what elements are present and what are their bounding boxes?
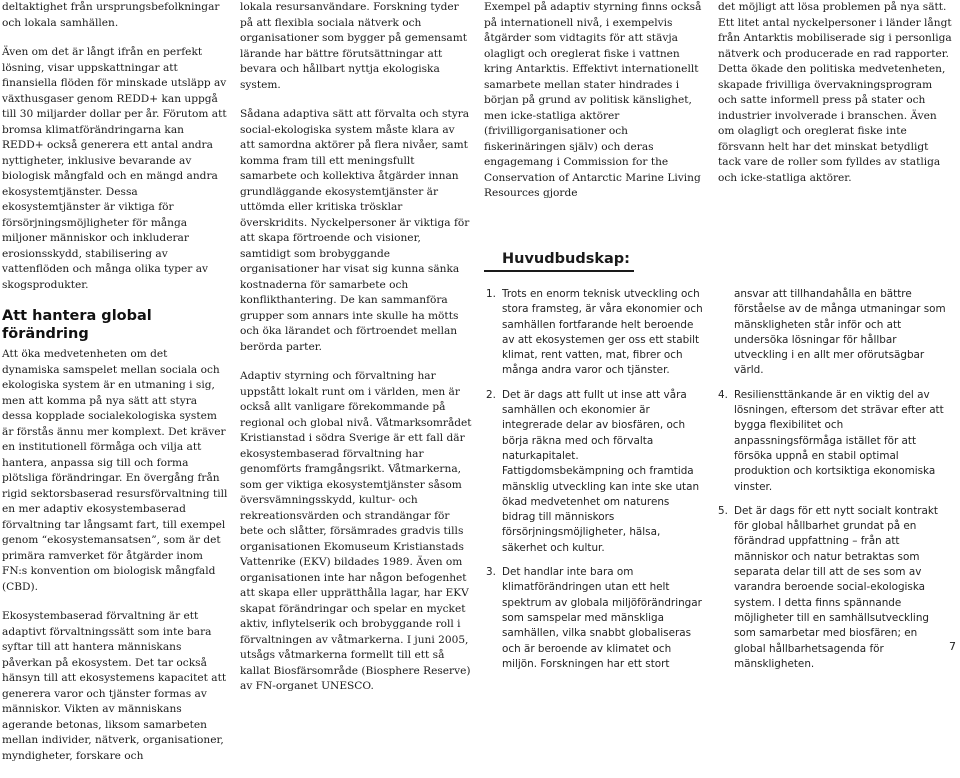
- key-message-item: [486, 287, 704, 379]
- key-message-item-continued: [718, 287, 950, 379]
- item-number: 5.: [718, 504, 728, 517]
- item-number: 2.: [486, 388, 496, 401]
- key-message-item: [486, 388, 704, 556]
- paragraph: Sådana adaptiva sätt att förvalta och styra social-ekologiska system måste klara av att samordna aktörer på flera nivåer, samt komma fram till ett meningsfullt samarbete och kollektiva åtgärder innan grundläggande ekosystemtjänster är uttömda eller kritiska trösklar överskridits. Nyckelpersoner är viktiga för att skapa förtroende och visioner, samtidigt som brobyggande organisationer har visat sig kunna sänka kostnaderna för samarbete och konflikthantering. De kan sammanföra grupper som annars inte skulle ha mötts och öka lärandet och förtroendet mellan berörda parter.: [240, 108, 470, 353]
- key-messages-column-left: [486, 287, 704, 681]
- paragraph: deltaktighet från ursprungsbefolkningar och lokala samhällen.: [2, 1, 220, 29]
- text-column-2: [240, 0, 472, 709]
- paragraph: det möjligt att lösa problemen på nya sätt. Ett litet antal nyckelpersoner i länder långt från Antarktis mobiliserade sig i personliga nätverk och producerade en rad rapporter. Detta ökade den politiska medvetenheten, skapade frivilliga övervakningsprogram och satte informell press på stater och industrier involverade i branschen. Även om olagligt och oreglerat fiske inte försvann helt har det minskat betydligt tack vare de roller som fylldes av statliga och icke-statliga aktörer.: [718, 1, 952, 184]
- item-number: 1.: [486, 288, 496, 300]
- page-number: 7: [949, 640, 956, 653]
- paragraph: Ekosystembaserad förvaltning är ett adaptivt förvaltningssätt som inte bara syftar till att hantera människans påverkan på ekosystem. Det tar också hänsyn till att ekosystemens kapacitet att generera varor och tjänster formas av människor. Vikten av människans agerande betonas, liksom samarbeten mellan individer, nätverk, organisationer, myndigheter, forskare och: [2, 610, 227, 762]
- item-text: Resiliensttänkande är en viktig del av lösningen, eftersom det strävar efter att bygga flexibilitet och anpassningsförmåga istället för att försöka uppnå en stabil optimal produktion och kortsiktiga ekonomiska vinster.: [734, 388, 944, 493]
- paragraph: Adaptiv styrning och förvaltning har uppstått lokalt runt om i världen, men är också allt vanligare förekommande på regional och global nivå. Våtmarksområdet Kristianstad i södra Sverige är ett fall där ekosystembaserad förvaltning har genomförts framgångsrikt. Våtmarkerna, som ger viktiga ekosystemtjänster såsom översvämningsskydd, kultur- och rekreationsvärden och strandängar för bete och slåtter, försämrades gradvis tills organisationen Ekomuseum Kristianstads Vattenrike (EKV) bildades 1989. Även om organisationen inte har någon befogenhet att skapa eller upprätthålla lagar, har EKV skapat förändringar och spelar en mycket aktiv, inflytelserik och brobyggande roll i förvaltningen av våtmarkerna. I juni 2005, utsågs våtmarkerna formellt till ett så kallat Biosfärsområde (Biosphere Reserve) av FN-organet UNESCO.: [240, 370, 472, 692]
- text-column-1: [2, 0, 228, 778]
- text-column-3: [484, 0, 706, 216]
- paragraph: lokala resursanvändare. Forskning tyder på att flexibla sociala nätverk och organisationer som bygger på gemensamt lärande har bättre förutsättningar att bevara och hållbart nyttja ekologiska system.: [240, 1, 468, 91]
- section-heading: Att hantera global förändring: [2, 308, 152, 342]
- key-messages-title: Huvudbudskap:: [484, 250, 634, 272]
- paragraph: Exempel på adaptiv styrning finns också på internationell nivå, i exempelvis åtgärder som vidtagits för att stävja olagligt och oreglerat fiske i vattnen kring Antarktis. Effektivt internationellt samarbete mellan stater hindrades i början på grund av politisk känslighet, men icke-statliga aktörer (frivilligorganisationer och fiskerinäringen själv) och deras engagemang i Commission for the Conservation of Antarctic Marine Living Resources gjorde: [484, 1, 702, 199]
- item-text: Det är dags för ett nytt socialt kontrakt för global hållbarhet grundat på en förändrad uppfattning – från att människor och natur betraktas som separata delar till att de ses som av varandra beroende social-ekologiska system. I detta finns spännande möjligheter till en samhällsutveckling som samarbetar med biosfären; en global hållbarhetsagenda för mänskligheten.: [734, 504, 939, 670]
- key-message-item: [718, 504, 950, 672]
- key-message-item: [718, 388, 950, 495]
- item-text: Det handlar inte bara om klimatförändringen utan ett helt spektrum av globala miljöförändringar som samspelar med mänskliga samhällen, vilka snabbt globaliseras och är beroende av klimatet och miljön. Forskningen har ett stort: [502, 566, 702, 670]
- item-text: ansvar att tillhandahålla en bättre förståelse av de många utmaningar som mänskligheten står inför och att undersöka lösningar för hållbar utveckling i en allt mer oförutsägbar värld.: [734, 288, 946, 377]
- key-messages-column-right: [718, 287, 950, 681]
- item-text: Det är dags att fullt ut inse att våra samhällen och ekonomier är integrerade delar av biosfären, och börja räkna med och förvalta naturkapitalet. Fattigdomsbekämpning och framtida mänsklig utveckling kan inte ske utan ökad medvetenhet om naturens bidrag till människors försörjningsmöjligheter, hälsa, säkerhet och kultur.: [502, 388, 700, 554]
- item-number: 3.: [486, 566, 496, 579]
- text-column-4: [718, 0, 954, 200]
- key-message-item: [486, 565, 704, 672]
- key-messages-box: [484, 250, 954, 280]
- paragraph: Även om det är långt ifrån en perfekt lösning, visar uppskattningar att finansiella flöden för minskade utsläpp av växthusgaser genom REDD+ kan uppgå till 30 miljarder dollar per år. Förutom att bromsa klimatförändringarna kan REDD+ också generera ett antal andra nyttigheter, inklusive bevarande av biologisk mångfald och en mängd andra ekosystemtjänster. Dessa ekosystemtjänster är viktiga för försörjningsmöjligheter för många miljoner människor och inkluderar erosionsskydd, stabilisering av vattenflöden och många olika typer av skogsprodukter.: [2, 46, 227, 291]
- paragraph: Att öka medvetenheten om det dynamiska samspelet mellan sociala och ekologiska system är en utmaning i sig, men att komma på nya sätt att styra dessa kopplade socialekologiska system är förstås ännu mer komplext. Det kräver en institutionell förmåga och vilja att hantera, anpassa sig till och forma plötsliga förändringar. En övergång från rigid sektorsbaserad resursförvaltning till en mer adaptiv ekosystembaserad förvaltning tar långsamt fart, till exempel genom “ekosystemansatsen”, som är det primära ramverket för åtgärder inom FN:s konvention om biologisk mångfald (CBD).: [2, 348, 228, 593]
- item-text: Trots en enorm teknisk utveckling och stora framsteg, är våra ekonomier och samhällen fortfarande helt beroende av att ekosystemen ger oss ett stabilt klimat, rent vatten, mat, fibrer och många andra varor och tjänster.: [502, 288, 703, 377]
- item-number: 4.: [718, 388, 728, 401]
